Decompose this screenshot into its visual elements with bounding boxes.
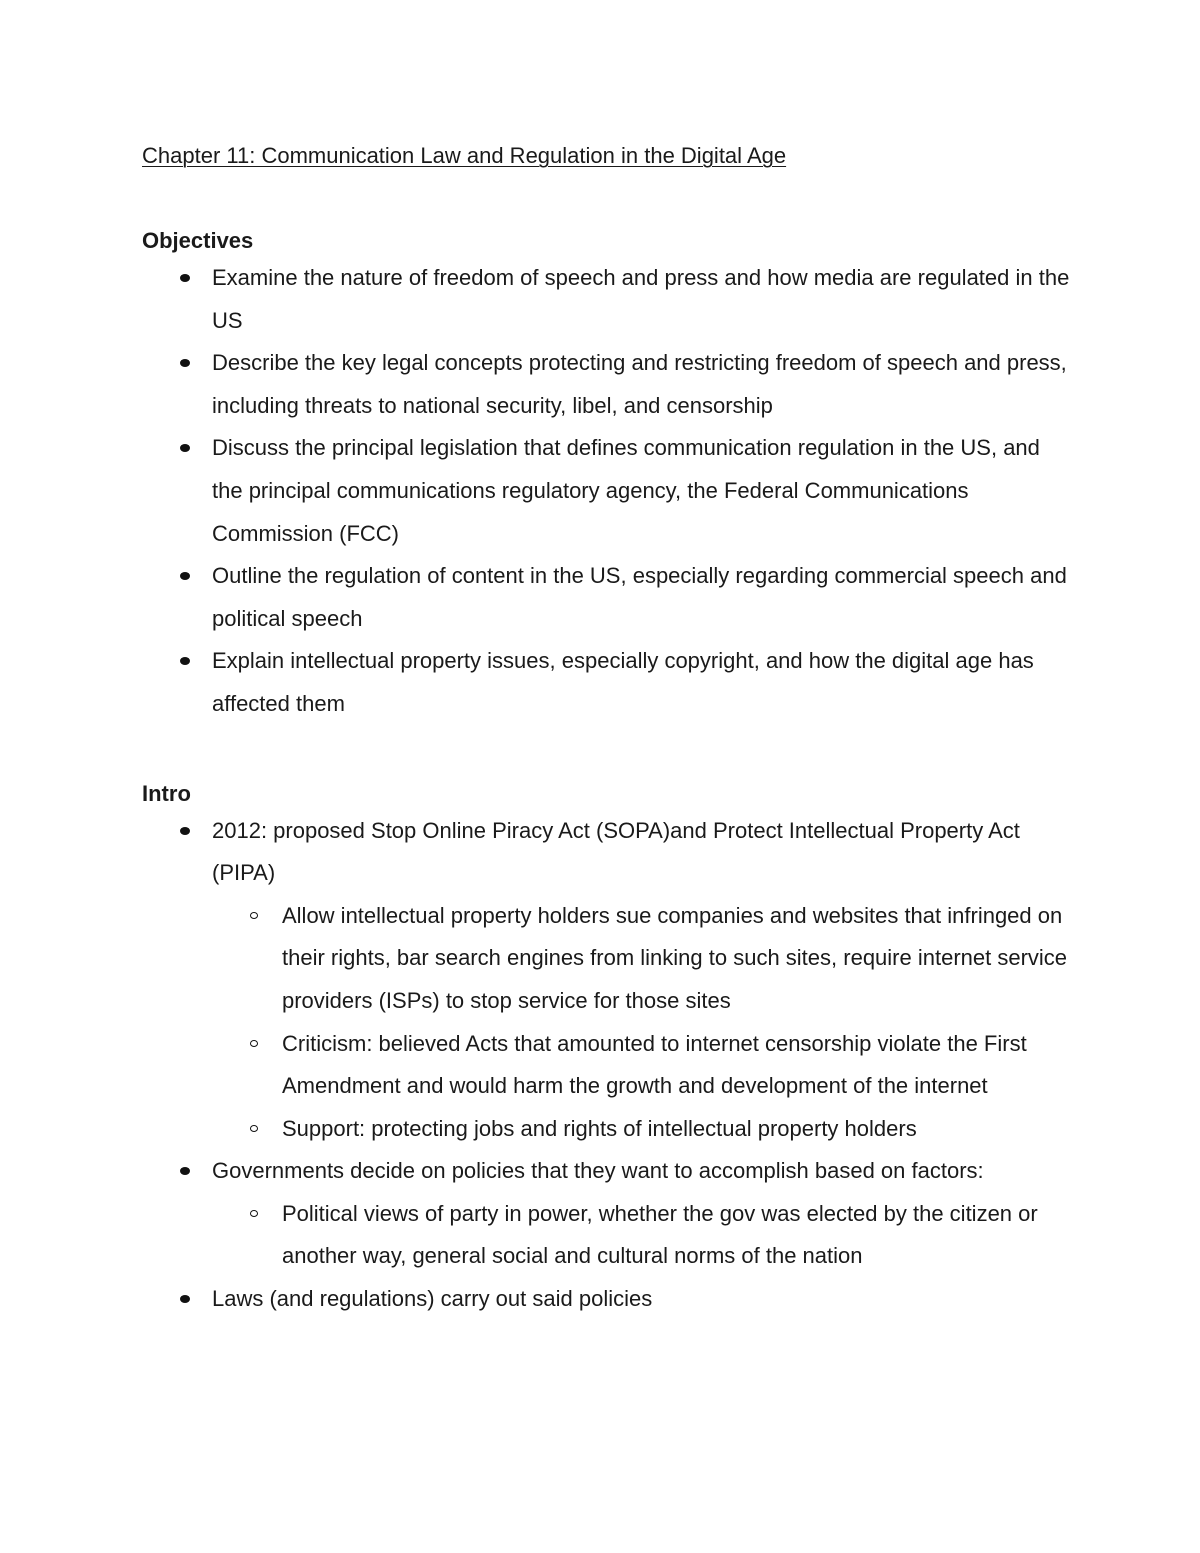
- objectives-heading: Objectives: [142, 228, 254, 253]
- bullet-icon: [180, 359, 190, 367]
- bullet-icon: [180, 444, 190, 452]
- sub-list: [212, 1193, 1072, 1278]
- list-item: [142, 1278, 1072, 1321]
- list-item: [142, 342, 1072, 427]
- bullet-icon: [180, 274, 190, 282]
- hollow-bullet-icon: [250, 1210, 258, 1217]
- bullet-icon: [180, 1295, 190, 1303]
- objectives-list: [142, 257, 1072, 726]
- list-item: [142, 555, 1072, 640]
- sub-list-item-text: Criticism: believed Acts that amounted to internet censorship violate the First Amendment and would harm the growth and development of the internet: [282, 1030, 1027, 1099]
- list-item-text: Governments decide on policies that they want to accomplish based on factors:: [212, 1158, 984, 1184]
- list-item: [142, 257, 1072, 342]
- bullet-icon: [180, 827, 190, 835]
- sub-list-item-text: Political views of party in power, whether the gov was elected by the citizen or another way, general social and cultural norms of the nation: [282, 1200, 1038, 1269]
- sub-list-item: [212, 1193, 1072, 1278]
- document-title: Chapter 11: Communication Law and Regulation in the Digital Age: [142, 143, 787, 168]
- hollow-bullet-icon: [250, 912, 258, 919]
- intro-heading: Intro: [142, 780, 191, 806]
- list-item: [142, 640, 1072, 725]
- list-item-text: Explain intellectual property issues, especially copyright, and how the digital age has affected them: [212, 648, 1034, 716]
- bullet-icon: [180, 657, 190, 665]
- sub-list-item: [212, 895, 1072, 1023]
- list-item-text: Examine the nature of freedom of speech and press and how media are regulated in the US: [212, 265, 1070, 333]
- list-item-text: 2012: proposed Stop Online Piracy Act (SOPA)and Protect Intellectual Property Act (PIPA): [212, 817, 1020, 886]
- sub-list-item-text: Allow intellectual property holders sue companies and websites that infringed on their rights, bar search engines from linking to such sites, require internet service providers (ISPs) to stop service for those sites: [282, 902, 1068, 1013]
- sub-list-item-text: Support: protecting jobs and rights of intellectual property holders: [282, 1115, 917, 1141]
- sub-list-item: [212, 1108, 1072, 1151]
- sub-list: [212, 895, 1072, 1151]
- list-item: [142, 810, 1072, 1151]
- bullet-icon: [180, 572, 190, 580]
- list-item-text: Describe the key legal concepts protecting and restricting freedom of speech and press, including threats to national security, libel, and censorship: [212, 350, 1067, 418]
- list-item-text: Laws (and regulations) carry out said policies: [212, 1286, 653, 1312]
- list-item-text: Discuss the principal legislation that defines communication regulation in the US, and the principal communications regulatory agency, the Federal Communications Commission (FCC): [212, 435, 1040, 546]
- intro-list: [142, 810, 1072, 1321]
- list-item: [142, 427, 1072, 555]
- bullet-icon: [180, 1167, 190, 1175]
- list-item-text: Outline the regulation of content in the US, especially regarding commercial speech and political speech: [212, 563, 1067, 631]
- document-page: [142, 140, 1072, 1321]
- list-item: [142, 1150, 1072, 1278]
- sub-list-item: [212, 1023, 1072, 1108]
- hollow-bullet-icon: [250, 1040, 258, 1047]
- hollow-bullet-icon: [250, 1125, 258, 1132]
